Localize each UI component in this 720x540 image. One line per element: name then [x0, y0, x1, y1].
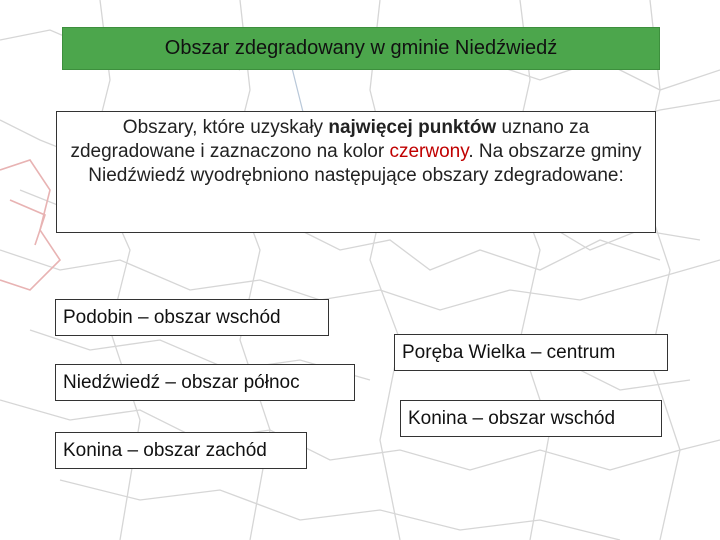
page-title-text: Obszar zdegradowany w gminie Niedźwiedź — [164, 37, 558, 59]
area-label-poreba-wielka-center — [394, 334, 668, 371]
description-box — [56, 111, 656, 233]
area-label-konina-west — [55, 432, 307, 469]
page-title — [62, 27, 660, 70]
area-label-text: Konina – obszar zachód — [63, 439, 267, 461]
area-label-text: Podobin – obszar wschód — [63, 306, 281, 328]
description-bold-text: najwięcej punktów — [328, 117, 497, 138]
description-text-1: Obszary, które uzyskały — [122, 117, 329, 138]
area-label-text: Poręba Wielka – centrum — [402, 341, 616, 363]
area-label-text: Niedźwiedź – obszar północ — [63, 371, 300, 393]
description-red-text: czerwony — [389, 141, 469, 162]
area-label-konina-east — [400, 400, 662, 437]
area-label-podobin-east — [55, 299, 329, 336]
area-label-text: Konina – obszar wschód — [408, 407, 616, 429]
description-text-3: . Na obszarze gminy Niedźwiedź wyodrębniono następujące obszary zdegradowane: — [88, 141, 642, 186]
area-label-niedzwiedz-north — [55, 364, 355, 401]
description-text-2: uznano za zdegradowane i zaznaczono na kolor — [70, 117, 590, 162]
